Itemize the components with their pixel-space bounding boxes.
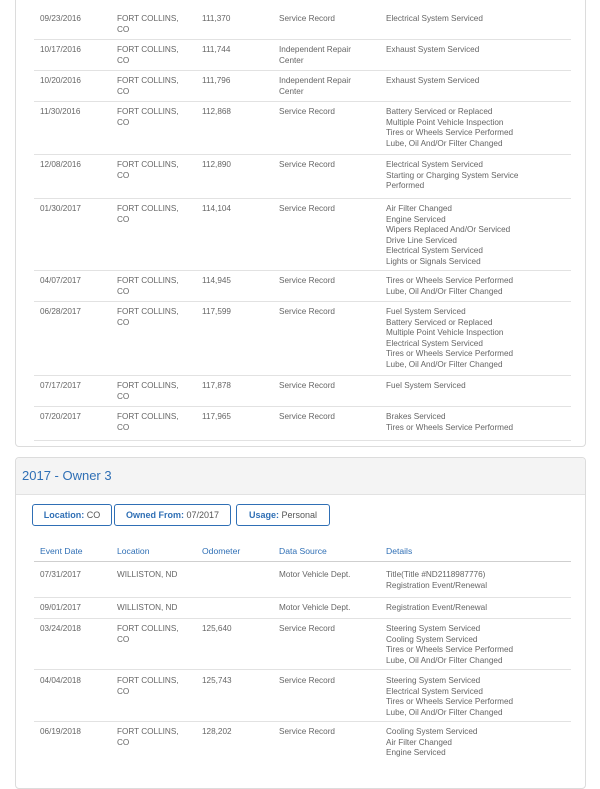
data-source-cell bbox=[279, 381, 374, 392]
table-row bbox=[34, 9, 571, 40]
data-source-cell-line: Service Record bbox=[279, 107, 335, 116]
event-date: 06/28/2017 bbox=[40, 307, 81, 316]
table-row bbox=[34, 722, 571, 772]
data-source-cell-line: Service Record bbox=[279, 676, 335, 685]
details-cell-line: Registration Event/Renewal bbox=[386, 580, 488, 590]
table-row bbox=[34, 271, 571, 302]
event-date: 06/19/2018 bbox=[40, 727, 81, 736]
data-source-cell bbox=[279, 45, 374, 66]
details-cell-line: Starting or Charging System Service bbox=[386, 170, 519, 180]
location-cell bbox=[117, 624, 197, 645]
event-date: 09/01/2017 bbox=[40, 603, 81, 612]
owner-header bbox=[16, 458, 585, 495]
data-source-cell bbox=[279, 160, 374, 171]
details-cell bbox=[386, 14, 571, 25]
odometer-cell: 117,965 bbox=[202, 412, 231, 421]
data-source-cell bbox=[279, 307, 374, 318]
location-cell bbox=[117, 45, 197, 66]
details-cell bbox=[386, 107, 571, 149]
data-source-cell bbox=[279, 603, 374, 614]
details-cell-line: Electrical System Serviced bbox=[386, 246, 483, 255]
location-cell bbox=[117, 276, 197, 297]
table-row bbox=[34, 407, 571, 441]
data-source-cell bbox=[279, 570, 374, 581]
details-cell-line: Lube, Oil And/Or Filter Changed bbox=[386, 286, 503, 296]
header-location: Location bbox=[117, 546, 150, 556]
data-source-cell-line: Service Record bbox=[279, 204, 335, 213]
details-cell-line: Tires or Wheels Service Performed bbox=[386, 697, 514, 706]
details-cell bbox=[386, 45, 571, 56]
location-cell-line: CO bbox=[117, 686, 130, 696]
data-source-cell bbox=[279, 107, 374, 118]
details-cell-line: Electrical System Serviced bbox=[386, 338, 483, 348]
usage-badge bbox=[236, 504, 330, 526]
data-source-cell-line: Motor Vehicle Dept. bbox=[279, 570, 351, 579]
details-cell-line: Steering System Serviced bbox=[386, 676, 481, 685]
event-date: 04/04/2018 bbox=[40, 676, 81, 685]
table-row bbox=[34, 302, 571, 376]
header-odometer: Odometer bbox=[202, 546, 241, 556]
odometer-cell: 111,796 bbox=[202, 76, 231, 85]
data-source-cell-line: Motor Vehicle Dept. bbox=[279, 603, 351, 612]
data-source-cell bbox=[279, 676, 374, 687]
details-cell bbox=[386, 160, 571, 192]
details-cell-line: Fuel System Serviced bbox=[386, 307, 466, 316]
table-row bbox=[34, 199, 571, 271]
details-cell-line: Electrical System Serviced bbox=[386, 14, 483, 23]
data-source-cell-line: Center bbox=[279, 86, 304, 96]
header-event-date: Event Date bbox=[40, 546, 83, 556]
data-source-cell bbox=[279, 412, 374, 423]
details-cell-line: Tires or Wheels Service Performed bbox=[386, 349, 514, 358]
details-cell-line: Engine Serviced bbox=[386, 748, 446, 757]
event-date: 03/24/2018 bbox=[40, 624, 81, 633]
table-row bbox=[34, 376, 571, 407]
details-cell bbox=[386, 76, 571, 87]
event-date: 04/07/2017 bbox=[40, 276, 81, 285]
data-source-cell-line: Service Record bbox=[279, 14, 335, 23]
event-date: 10/20/2016 bbox=[40, 76, 81, 85]
location-cell-line: FORT COLLINS, bbox=[117, 676, 179, 685]
location-cell-line: FORT COLLINS, bbox=[117, 412, 179, 421]
data-source-cell bbox=[279, 204, 374, 215]
data-source-cell-line: Independent Repair bbox=[279, 45, 351, 54]
odometer-cell: 117,878 bbox=[202, 381, 231, 390]
data-source-cell bbox=[279, 276, 374, 287]
details-cell-line: Lube, Oil And/Or Filter Changed bbox=[386, 655, 503, 665]
location-cell-line: CO bbox=[117, 634, 130, 644]
location-cell-line: FORT COLLINS, bbox=[117, 160, 179, 169]
data-source-cell bbox=[279, 76, 374, 97]
data-source-cell-line: Service Record bbox=[279, 307, 335, 316]
data-source-cell-line: Center bbox=[279, 55, 304, 65]
details-cell bbox=[386, 381, 571, 392]
table-header bbox=[34, 541, 571, 562]
location-badge-value: CO bbox=[86, 510, 101, 520]
location-cell-line: FORT COLLINS, bbox=[117, 76, 179, 85]
event-date: 07/20/2017 bbox=[40, 412, 81, 421]
usage-badge-label: Usage: bbox=[248, 510, 279, 520]
location-cell bbox=[117, 727, 197, 748]
location-cell-line: CO bbox=[117, 422, 130, 432]
details-cell-line: Tires or Wheels Service Performed bbox=[386, 128, 514, 137]
location-cell-line: FORT COLLINS, bbox=[117, 204, 179, 213]
event-date: 12/08/2016 bbox=[40, 160, 81, 169]
odometer-cell: 114,104 bbox=[202, 204, 231, 213]
location-cell-line: CO bbox=[117, 737, 130, 747]
odometer-cell: 114,945 bbox=[202, 276, 231, 285]
odometer-cell: 111,744 bbox=[202, 45, 231, 54]
location-cell-line: CO bbox=[117, 55, 130, 65]
details-cell-line: Steering System Serviced bbox=[386, 624, 481, 633]
location-cell-line: CO bbox=[117, 214, 130, 224]
owned-from-badge bbox=[114, 504, 231, 526]
details-cell bbox=[386, 204, 571, 267]
location-cell-line: CO bbox=[117, 170, 130, 180]
location-cell bbox=[117, 14, 197, 35]
location-cell bbox=[117, 676, 197, 697]
event-date: 07/31/2017 bbox=[40, 570, 81, 579]
details-cell-line: Lube, Oil And/Or Filter Changed bbox=[386, 138, 503, 148]
details-cell-line: Exhaust System Serviced bbox=[386, 76, 480, 85]
header-data-source: Data Source bbox=[279, 546, 327, 556]
location-cell-line: CO bbox=[117, 286, 130, 296]
location-cell-line: FORT COLLINS, bbox=[117, 727, 179, 736]
location-cell-line: WILLISTON, ND bbox=[117, 603, 178, 612]
details-cell-line: Lights or Signals Serviced bbox=[386, 256, 481, 266]
details-cell bbox=[386, 570, 571, 591]
details-cell bbox=[386, 603, 571, 614]
data-source-cell-line: Service Record bbox=[279, 624, 335, 633]
details-cell bbox=[386, 412, 571, 433]
table-row bbox=[34, 619, 571, 670]
details-cell-line: Tires or Wheels Service Performed bbox=[386, 422, 514, 432]
details-cell-line: Battery Serviced or Replaced bbox=[386, 107, 493, 116]
table-row bbox=[34, 102, 571, 155]
odometer-cell: 112,868 bbox=[202, 107, 231, 116]
details-cell-line: Brakes Serviced bbox=[386, 412, 446, 421]
table-row bbox=[34, 71, 571, 102]
data-source-cell-line: Service Record bbox=[279, 160, 335, 169]
odometer-cell: 125,743 bbox=[202, 676, 232, 685]
location-cell-line: CO bbox=[117, 391, 130, 401]
details-cell bbox=[386, 624, 571, 666]
odometer-cell: 112,890 bbox=[202, 160, 231, 169]
data-source-cell-line: Service Record bbox=[279, 381, 335, 390]
details-cell-line: Engine Serviced bbox=[386, 214, 446, 224]
location-cell-line: CO bbox=[117, 117, 130, 127]
table-row bbox=[34, 565, 571, 598]
location-cell bbox=[117, 76, 197, 97]
details-cell-line: Drive Line Serviced bbox=[386, 235, 457, 245]
location-cell bbox=[117, 412, 197, 433]
details-cell-line: Fuel System Serviced bbox=[386, 381, 466, 390]
details-cell bbox=[386, 727, 571, 759]
event-date: 07/17/2017 bbox=[40, 381, 81, 390]
owned-from-badge-label: Owned From: bbox=[125, 510, 184, 520]
data-source-cell bbox=[279, 624, 374, 635]
details-cell-line: Performed bbox=[386, 181, 425, 190]
header-details: Details bbox=[386, 546, 413, 556]
details-cell bbox=[386, 276, 571, 297]
details-cell-line: Air Filter Changed bbox=[386, 204, 452, 213]
location-cell-line: FORT COLLINS, bbox=[117, 107, 179, 116]
owned-from-badge-value: 07/2017 bbox=[186, 510, 220, 520]
event-date: 10/17/2016 bbox=[40, 45, 81, 54]
odometer-cell: 117,599 bbox=[202, 307, 231, 316]
location-cell bbox=[117, 381, 197, 402]
details-cell-line: Battery Serviced or Replaced bbox=[386, 317, 493, 327]
details-cell-line: Cooling System Serviced bbox=[386, 634, 478, 644]
details-cell-line: Registration Event/Renewal bbox=[386, 603, 488, 612]
details-cell-line: Electrical System Serviced bbox=[386, 686, 483, 696]
details-cell-line: Multiple Point Vehicle Inspection bbox=[386, 117, 504, 127]
location-cell-line: FORT COLLINS, bbox=[117, 381, 179, 390]
location-cell bbox=[117, 107, 197, 128]
location-cell-line: FORT COLLINS, bbox=[117, 14, 179, 23]
odometer-cell: 111,370 bbox=[202, 14, 231, 23]
data-source-cell-line: Service Record bbox=[279, 412, 335, 421]
location-cell-line: FORT COLLINS, bbox=[117, 276, 179, 285]
data-source-cell-line: Service Record bbox=[279, 727, 335, 736]
event-date: 11/30/2016 bbox=[40, 107, 81, 116]
details-cell-line: Lube, Oil And/Or Filter Changed bbox=[386, 707, 503, 717]
table-row bbox=[34, 598, 571, 619]
details-cell-line: Lube, Oil And/Or Filter Changed bbox=[386, 359, 503, 369]
details-cell bbox=[386, 307, 571, 370]
odometer-cell: 128,202 bbox=[202, 727, 232, 736]
data-source-cell-line: Independent Repair bbox=[279, 76, 351, 85]
details-cell-line: Exhaust System Serviced bbox=[386, 45, 480, 54]
location-cell-line: FORT COLLINS, bbox=[117, 624, 179, 633]
data-source-cell-line: Service Record bbox=[279, 276, 335, 285]
details-cell bbox=[386, 676, 571, 718]
location-cell-line: WILLISTON, ND bbox=[117, 570, 178, 579]
details-cell-line: Multiple Point Vehicle Inspection bbox=[386, 328, 504, 337]
location-cell-line: CO bbox=[117, 24, 130, 34]
location-cell bbox=[117, 603, 197, 614]
details-cell-line: Air Filter Changed bbox=[386, 737, 452, 747]
location-cell-line: CO bbox=[117, 86, 130, 96]
location-cell bbox=[117, 570, 197, 581]
location-cell bbox=[117, 204, 197, 225]
usage-badge-value: Personal bbox=[281, 510, 318, 520]
table-row bbox=[34, 671, 571, 722]
details-cell-line: Title(Title #ND2118987776) bbox=[386, 570, 486, 579]
table-row bbox=[34, 40, 571, 71]
owner-title: 2017 - Owner 3 bbox=[22, 468, 112, 483]
data-source-cell bbox=[279, 14, 374, 25]
table-row bbox=[34, 155, 571, 199]
details-cell-line: Tires or Wheels Service Performed bbox=[386, 645, 514, 654]
location-cell-line: CO bbox=[117, 317, 130, 327]
location-cell-line: FORT COLLINS, bbox=[117, 45, 179, 54]
event-date: 09/23/2016 bbox=[40, 14, 81, 23]
location-cell bbox=[117, 307, 197, 328]
location-cell bbox=[117, 160, 197, 181]
event-date: 01/30/2017 bbox=[40, 204, 81, 213]
odometer-cell: 125,640 bbox=[202, 624, 232, 633]
location-badge-label: Location: bbox=[43, 510, 85, 520]
details-cell-line: Cooling System Serviced bbox=[386, 727, 478, 736]
data-source-cell bbox=[279, 727, 374, 738]
details-cell-line: Tires or Wheels Service Performed bbox=[386, 276, 514, 285]
location-badge bbox=[32, 504, 112, 526]
details-cell-line: Wipers Replaced And/Or Serviced bbox=[386, 225, 511, 234]
details-cell-line: Electrical System Serviced bbox=[386, 160, 483, 169]
location-cell-line: FORT COLLINS, bbox=[117, 307, 179, 316]
